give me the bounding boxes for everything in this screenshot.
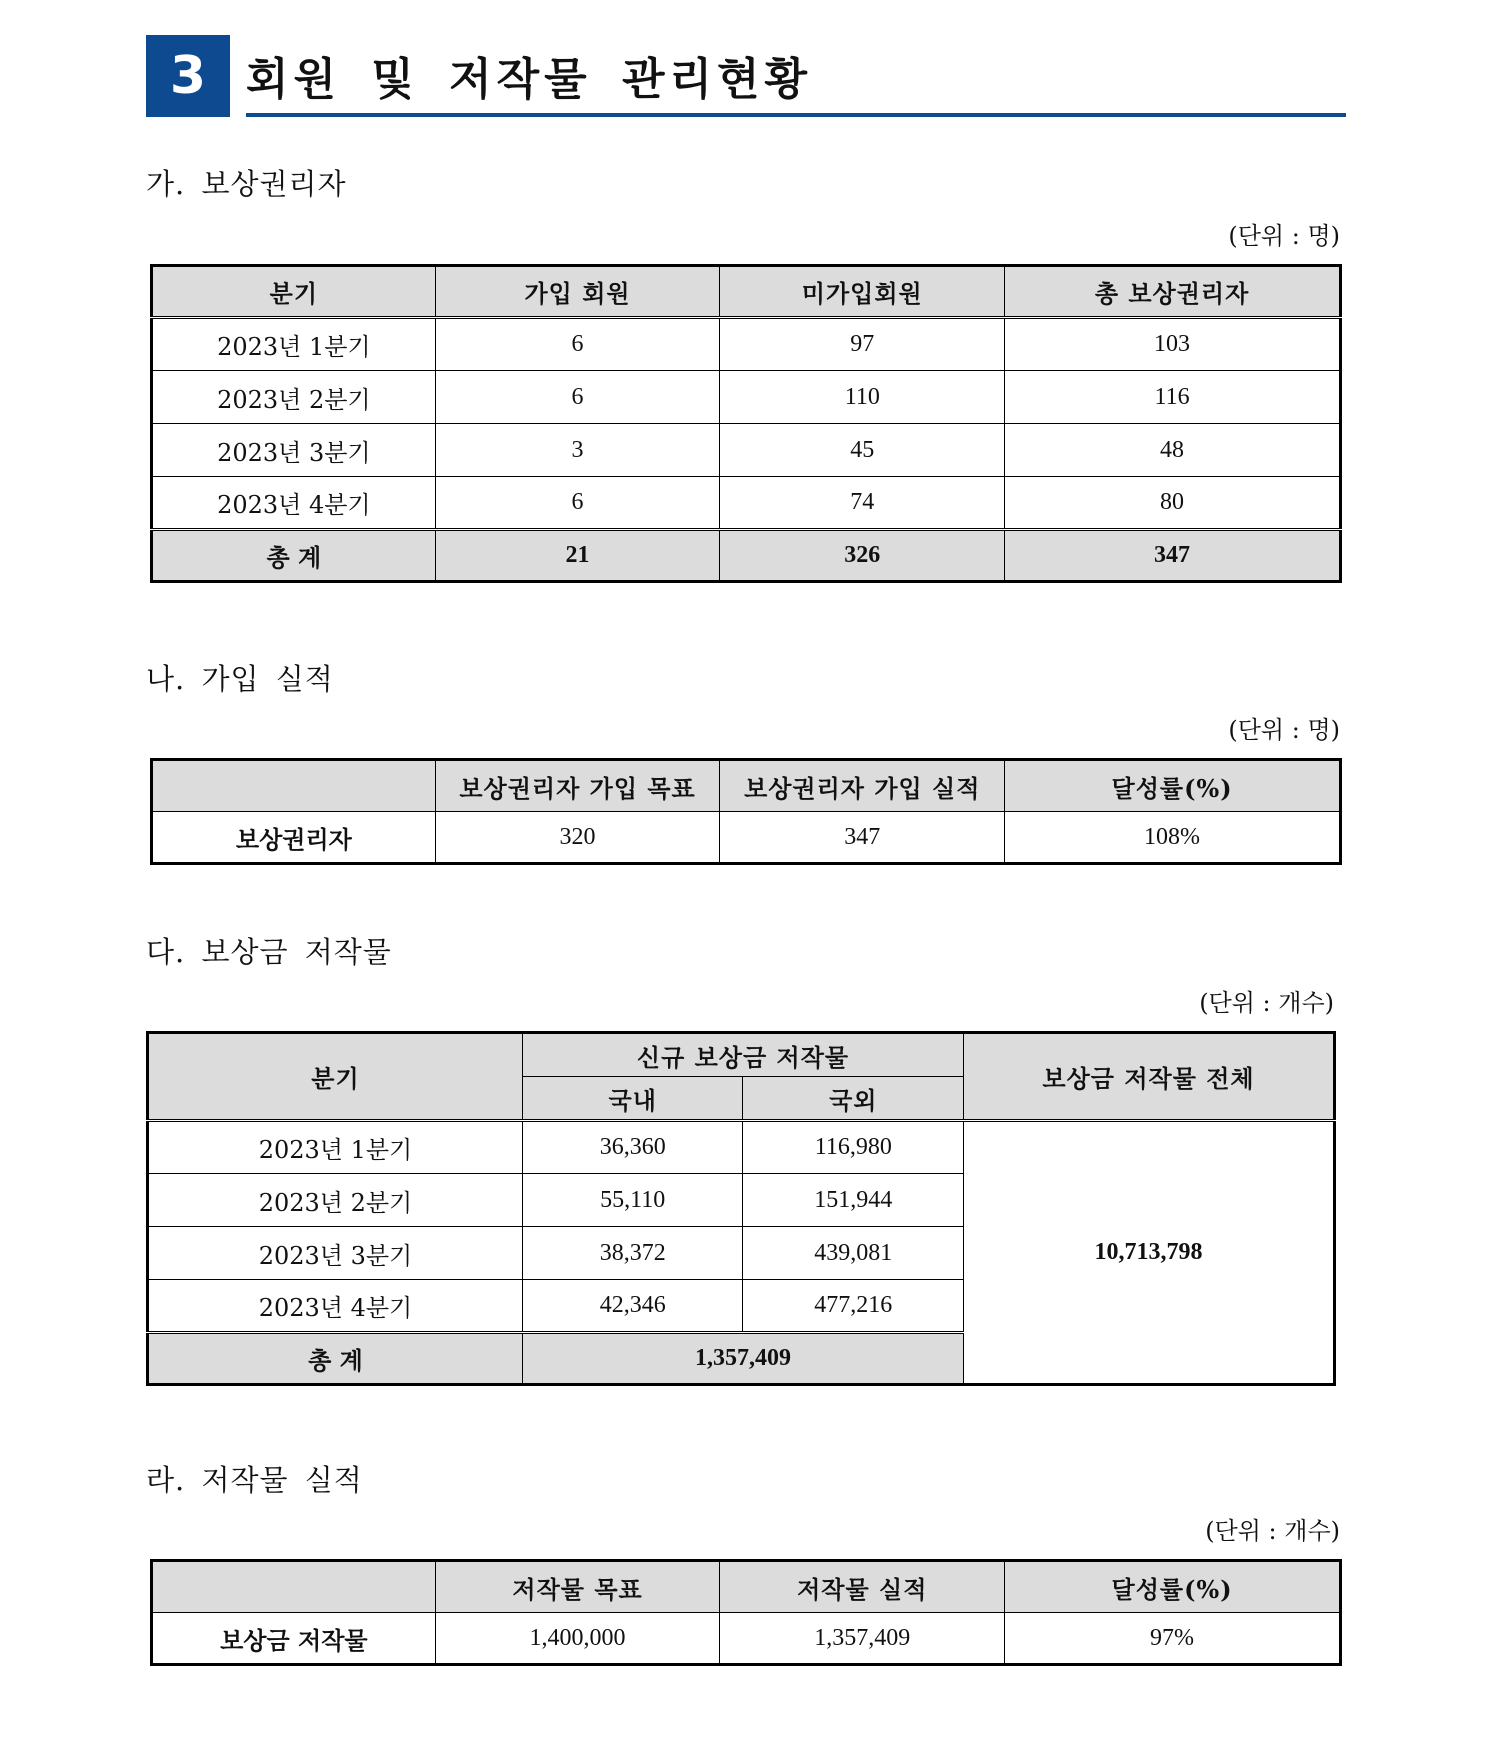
table-row <box>152 1613 1341 1665</box>
section-d-unit: (단위 : 개수) <box>1205 1517 1340 1545</box>
header-total-holders: 총 보상권리자 <box>1005 266 1341 318</box>
cell-target: 320 <box>435 812 720 864</box>
header-quarter: 분기 <box>152 266 436 318</box>
cell-domestic: 42,346 <box>522 1280 743 1333</box>
total-label: 총 계 <box>152 530 436 582</box>
cell-foreign: 477,216 <box>743 1280 964 1333</box>
table-total-row <box>152 530 1341 582</box>
cell-quarter: 2023년 3분기 <box>148 1227 523 1280</box>
section-b-unit: (단위 : 명) <box>1228 716 1340 744</box>
total-new-works: 1,357,409 <box>522 1333 963 1385</box>
cell-domestic: 55,110 <box>522 1174 743 1227</box>
cell-quarter: 2023년 4분기 <box>148 1280 523 1333</box>
section-a-unit: (단위 : 명) <box>1228 222 1340 250</box>
section-a-title: 가. 보상권리자 <box>146 167 347 201</box>
cell-total: 48 <box>1005 424 1341 477</box>
cell-quarter: 2023년 3분기 <box>152 424 436 477</box>
table-header-row <box>152 760 1341 812</box>
row-label: 보상권리자 <box>152 812 436 864</box>
cell-foreign: 151,944 <box>743 1174 964 1227</box>
cell-non-member: 97 <box>720 318 1005 371</box>
cell-non-member: 74 <box>720 477 1005 530</box>
header-works-actual: 저작물 실적 <box>720 1561 1005 1613</box>
cell-rate: 108% <box>1005 812 1341 864</box>
cell-total: 80 <box>1005 477 1341 530</box>
header-blank <box>152 1561 436 1613</box>
header-domestic: 국내 <box>522 1077 743 1121</box>
header-non-members: 미가입회원 <box>720 266 1005 318</box>
table-row <box>152 477 1341 530</box>
chapter-underline <box>246 113 1346 117</box>
cell-quarter: 2023년 2분기 <box>148 1174 523 1227</box>
header-achievement-rate: 달성률(%) <box>1005 1561 1341 1613</box>
table-row <box>152 371 1341 424</box>
section-c-title: 다. 보상금 저작물 <box>146 935 392 969</box>
cell-quarter: 2023년 2분기 <box>152 371 436 424</box>
header-foreign: 국외 <box>743 1077 964 1121</box>
cell-target: 1,400,000 <box>435 1613 720 1665</box>
header-joined-members: 가입 회원 <box>435 266 720 318</box>
cell-joined: 6 <box>435 477 720 530</box>
cell-joined: 6 <box>435 371 720 424</box>
cell-actual: 1,357,409 <box>720 1613 1005 1665</box>
table-row <box>148 1121 1335 1174</box>
cell-foreign: 116,980 <box>743 1121 964 1174</box>
table-row <box>152 812 1341 864</box>
section-d-title: 라. 저작물 실적 <box>146 1463 363 1497</box>
total-non-member: 326 <box>720 530 1005 582</box>
header-join-actual: 보상권리자 가입 실적 <box>720 760 1005 812</box>
cell-non-member: 110 <box>720 371 1005 424</box>
total-label: 총 계 <box>148 1333 523 1385</box>
table-join-performance <box>150 758 1342 865</box>
cell-rate: 97% <box>1005 1613 1341 1665</box>
table-header-row <box>152 1561 1341 1613</box>
cell-joined: 3 <box>435 424 720 477</box>
header-all-works: 보상금 저작물 전체 <box>964 1033 1335 1121</box>
cell-quarter: 2023년 4분기 <box>152 477 436 530</box>
table-rights-holders <box>150 264 1342 583</box>
table-row <box>152 424 1341 477</box>
row-label: 보상금 저작물 <box>152 1613 436 1665</box>
cell-domestic: 38,372 <box>522 1227 743 1280</box>
chapter-number: 3 <box>146 35 230 117</box>
total-holders: 347 <box>1005 530 1341 582</box>
chapter-heading <box>146 35 1346 119</box>
header-works-target: 저작물 목표 <box>435 1561 720 1613</box>
chapter-title: 회원 및 저작물 관리현황 <box>246 54 812 105</box>
table-works-performance <box>150 1559 1342 1666</box>
table-compensation-works <box>146 1031 1336 1386</box>
table-row <box>152 318 1341 371</box>
header-blank <box>152 760 436 812</box>
header-new-works: 신규 보상금 저작물 <box>522 1033 963 1077</box>
section-c-unit: (단위 : 개수) <box>1199 989 1334 1017</box>
cell-non-member: 45 <box>720 424 1005 477</box>
table-header-row <box>152 266 1341 318</box>
cell-foreign: 439,081 <box>743 1227 964 1280</box>
section-b-title: 나. 가입 실적 <box>146 662 334 696</box>
cell-total: 103 <box>1005 318 1341 371</box>
header-join-target: 보상권리자 가입 목표 <box>435 760 720 812</box>
cell-actual: 347 <box>720 812 1005 864</box>
cell-quarter: 2023년 1분기 <box>152 318 436 371</box>
cell-joined: 6 <box>435 318 720 371</box>
cell-domestic: 36,360 <box>522 1121 743 1174</box>
table-header-row <box>148 1033 1335 1077</box>
header-quarter: 분기 <box>148 1033 523 1121</box>
cell-total: 116 <box>1005 371 1341 424</box>
total-joined: 21 <box>435 530 720 582</box>
cell-all-works-total: 10,713,798 <box>964 1121 1335 1385</box>
cell-quarter: 2023년 1분기 <box>148 1121 523 1174</box>
header-achievement-rate: 달성률(%) <box>1005 760 1341 812</box>
